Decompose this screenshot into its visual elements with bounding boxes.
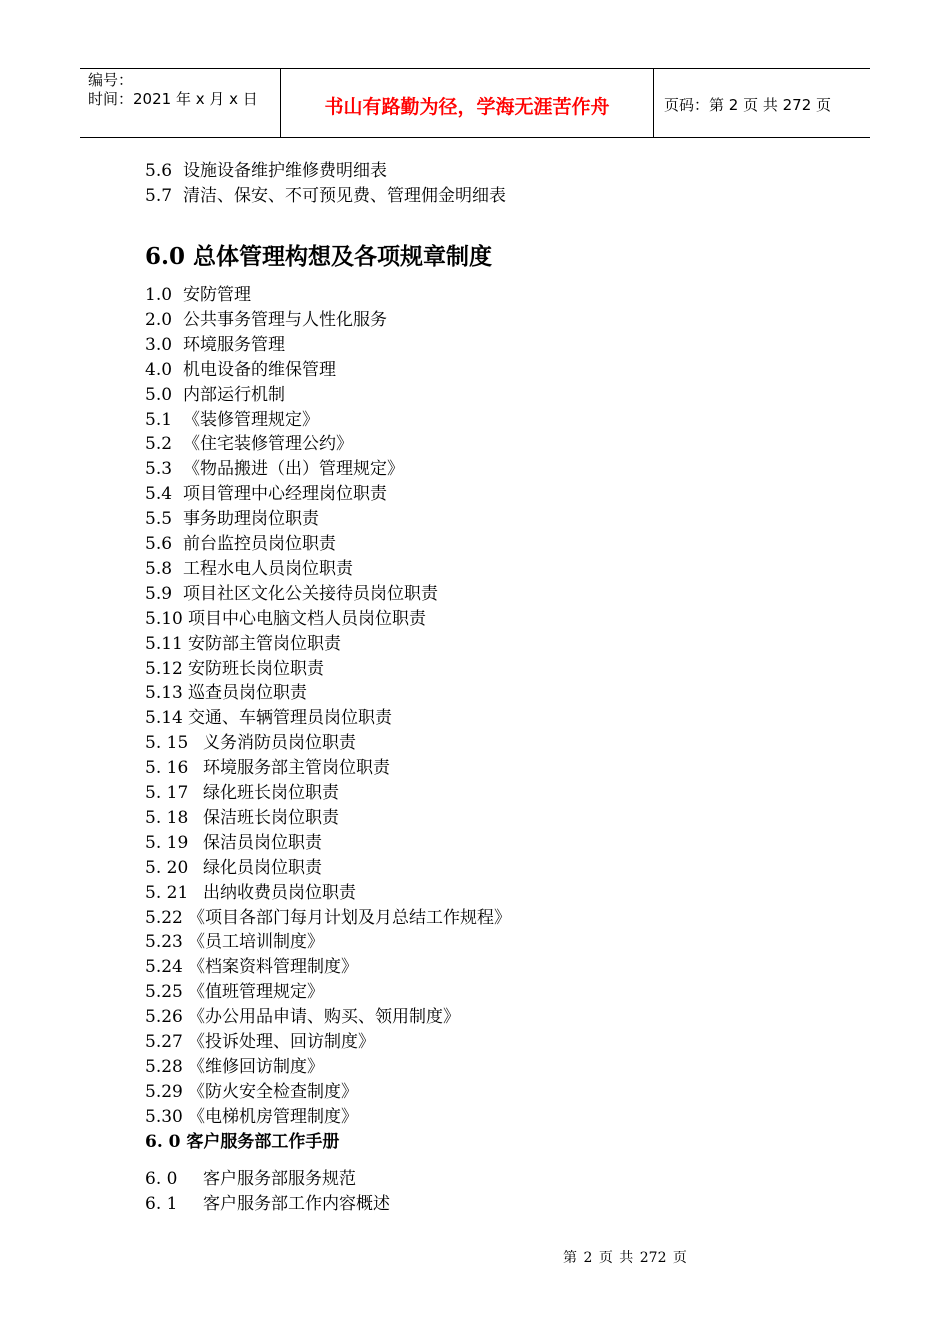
list-item [145, 483, 387, 505]
item-number: 5.8 [145, 558, 173, 579]
item-number: 5.4 [145, 484, 173, 505]
item-text: 《项目各部门每月计划及月总结工作规程》 [188, 907, 511, 928]
item-number: 5.6 [145, 161, 173, 181]
item-text: 《维修回访制度》 [188, 1056, 324, 1077]
list-item [145, 309, 387, 331]
date-label: 时间：2021 年 x 月 x 日 [88, 90, 258, 108]
item-text: 工程水电人员岗位职责 [183, 558, 353, 579]
list-item [145, 633, 341, 655]
item-text: 项目社区文化公关接待员岗位职责 [183, 583, 438, 604]
item-text: 清洁、保安、不可预见费、管理佣金明细表 [183, 186, 506, 206]
page-header [80, 68, 870, 138]
list-item [145, 907, 511, 929]
list-item [145, 1168, 356, 1190]
item-text: 环境服务部主管岗位职责 [203, 758, 390, 779]
list-item [145, 433, 353, 455]
item-number: 5.5 [145, 509, 173, 530]
item-text: 客户服务部服务规范 [203, 1169, 356, 1189]
item-text: 项目中心电脑文档人员岗位职责 [188, 608, 426, 629]
item-number: 5.1 [145, 409, 173, 430]
item-text: 《员工培训制度》 [188, 932, 324, 953]
list-item [145, 1193, 390, 1215]
list-item [145, 1031, 375, 1053]
item-number: 5.13 [145, 683, 183, 704]
list-item [145, 682, 307, 704]
item-number: 5.11 [145, 633, 183, 654]
item-number: 6. 1 [145, 1194, 178, 1214]
list-item [145, 384, 285, 406]
list-item [145, 658, 324, 680]
list-item [145, 583, 438, 605]
item-text: 安防班长岗位职责 [188, 658, 324, 679]
item-number: 5.9 [145, 583, 173, 604]
item-number: 5.25 [145, 982, 183, 1003]
list-item [145, 334, 285, 356]
item-number: 5. 21 [145, 882, 189, 903]
item-text: 《住宅装修管理公约》 [183, 434, 353, 455]
header-meta [80, 69, 281, 137]
item-number: 5.29 [145, 1081, 183, 1102]
item-text: 《电梯机房管理制度》 [188, 1106, 358, 1127]
list-item [145, 857, 322, 879]
item-number: 5.2 [145, 434, 173, 455]
item-number: 5.14 [145, 708, 183, 729]
list-item [145, 185, 506, 207]
section-title: 6.0 总体管理构想及各项规章制度 [145, 243, 493, 270]
item-text: 保洁班长岗位职责 [203, 807, 339, 828]
item-text: 前台监控员岗位职责 [183, 534, 336, 554]
item-number: 5.28 [145, 1056, 183, 1077]
item-text: 出纳收费员岗位职责 [203, 882, 356, 903]
list-item [145, 533, 336, 555]
item-text: 事务助理岗位职责 [183, 509, 319, 530]
item-text: 《投诉处理、回访制度》 [188, 1032, 375, 1052]
header-motto: 书山有路勤为径，学海无涯苦作舟 [281, 69, 654, 137]
list-item [145, 558, 353, 580]
list-item [145, 1006, 460, 1028]
item-number: 6. 0 [145, 1169, 178, 1189]
number-label: 编号： [88, 71, 134, 89]
list-item [145, 981, 324, 1003]
list-item [145, 956, 358, 978]
item-text: 《物品搬进（出）管理规定》 [183, 459, 404, 480]
item-number: 5.6 [145, 534, 173, 554]
list-item [145, 732, 356, 754]
item-text: 环境服务管理 [183, 334, 285, 355]
item-number: 5.12 [145, 658, 183, 679]
item-number: 2.0 [145, 309, 173, 330]
list-item [145, 782, 339, 804]
subsection-title: 6. 0 客户服务部工作手册 [145, 1132, 340, 1152]
item-number: 5. 18 [145, 807, 189, 828]
item-text: 《值班管理规定》 [188, 982, 324, 1003]
item-number: 5.26 [145, 1007, 183, 1028]
item-text: 《办公用品申请、购买、领用制度》 [188, 1007, 460, 1028]
list-item [145, 931, 324, 953]
item-number: 5.22 [145, 907, 183, 928]
item-number: 5.7 [145, 186, 173, 206]
item-text: 客户服务部工作内容概述 [203, 1194, 390, 1214]
item-number: 5.24 [145, 957, 183, 978]
item-text: 《装修管理规定》 [183, 409, 319, 430]
item-number: 3.0 [145, 334, 173, 355]
item-text: 安防管理 [183, 285, 251, 305]
item-number: 5.30 [145, 1106, 183, 1127]
list-item [145, 757, 390, 779]
item-text: 公共事务管理与人性化服务 [183, 309, 387, 330]
item-number: 5.27 [145, 1032, 183, 1052]
page-footer: 第 2 页 共 272 页 [563, 1250, 687, 1266]
item-text: 绿化班长岗位职责 [203, 783, 339, 803]
item-number: 5. 16 [145, 758, 189, 779]
item-number: 5. 15 [145, 733, 189, 754]
item-text: 绿化员岗位职责 [203, 857, 322, 878]
item-text: 机电设备的维保管理 [183, 359, 336, 380]
list-item [145, 160, 387, 182]
item-text: 《防火安全检查制度》 [188, 1081, 358, 1102]
list-item [145, 458, 404, 480]
list-item [145, 1056, 324, 1078]
item-text: 《档案资料管理制度》 [188, 957, 358, 978]
header-page-info: 页码：第 2 页 共 272 页 [664, 95, 832, 114]
item-number: 5. 19 [145, 832, 189, 853]
item-number: 1.0 [145, 285, 173, 305]
list-item [145, 707, 392, 729]
item-text: 保洁员岗位职责 [203, 832, 322, 853]
item-number: 5.23 [145, 932, 183, 953]
item-number: 5. 17 [145, 783, 189, 803]
item-text: 内部运行机制 [183, 384, 285, 405]
list-item [145, 1081, 358, 1103]
list-item [145, 409, 319, 431]
item-text: 安防部主管岗位职责 [188, 633, 341, 654]
list-item [145, 508, 319, 530]
item-number: 5.0 [145, 384, 173, 405]
item-number: 5.3 [145, 459, 173, 480]
list-item [145, 284, 251, 306]
list-item [145, 359, 336, 381]
item-number: 4.0 [145, 359, 173, 380]
item-text: 设施设备维护维修费明细表 [183, 161, 387, 181]
item-text: 交通、车辆管理员岗位职责 [188, 708, 392, 729]
list-item [145, 832, 322, 854]
list-item [145, 608, 426, 630]
item-text: 巡查员岗位职责 [188, 683, 307, 704]
item-text: 项目管理中心经理岗位职责 [183, 484, 387, 505]
list-item [145, 1106, 358, 1128]
list-item [145, 882, 356, 904]
list-item [145, 807, 339, 829]
item-text: 义务消防员岗位职责 [203, 733, 356, 754]
item-number: 5. 20 [145, 857, 189, 878]
item-number: 5.10 [145, 608, 183, 629]
